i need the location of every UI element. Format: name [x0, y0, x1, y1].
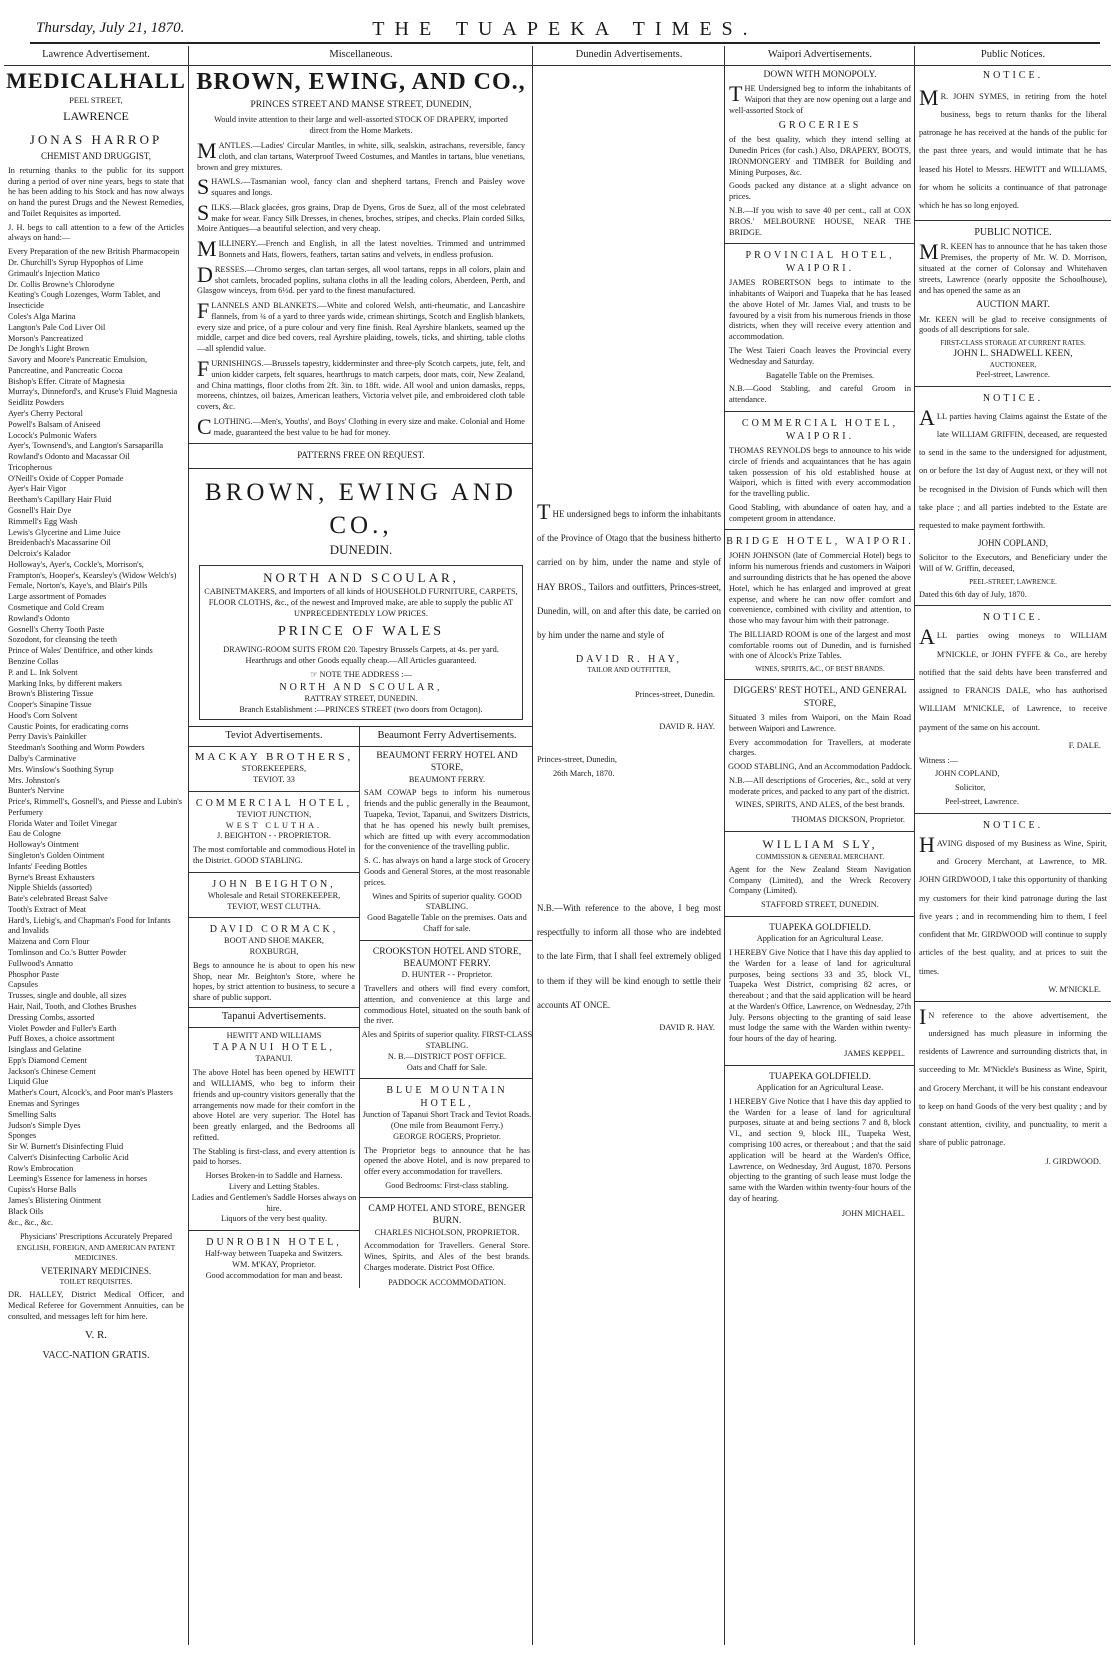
product-list-item: Dr. Churchill's Syrup Hypophos of Lime	[8, 258, 144, 268]
ad-body: Accommodation for Travellers. General Store. Wines, Spirits, and Ales of the best brands. Charges moderate. District Post Office.	[364, 1241, 530, 1272]
masthead	[30, 14, 1100, 44]
ad-title: CAMP HOTEL AND STORE, BENGER BURN.	[368, 1203, 526, 1227]
product-list-item: Eau de Cologne	[8, 829, 61, 839]
ad-line: TEVIOT JUNCTION,	[236, 809, 312, 819]
signature: JOHN MICHAEL.	[841, 1208, 905, 1218]
ad-body: The BILLIARD ROOM is one of the largest and most comfortable rooms out of Dunedin, and is furnished with one of Alcock's Prize Tables.	[729, 629, 911, 661]
product-list-item: Holloway's Ointment	[8, 840, 79, 850]
product-list-item: Perry Davis's Painkiller	[8, 732, 87, 742]
ad-line: Oats and Chaff for Sale.	[406, 1062, 488, 1072]
ad-body: I HEREBY Give Notice that I have this day applied to the Warden for a lease of land for agricultural purposes, situate at and being sections 7 and 8, block VI., and section 9, block III., Tuapeka West, comprising 100 acres, or thereabout ; and that the said application will be heard at the Warden's Office, Lawrence, on Wednesday, 3rd August, 1870. Persons objecting to the granting of such lease must lodge the same with the Warden within twenty-four hours of the day of hearing.	[729, 1096, 911, 1203]
product-list-item: De Jongh's Light Brown	[8, 344, 90, 354]
product-list-item: Infants' Feeding Bottles	[8, 861, 87, 871]
ad-title: BROWN, EWING AND CO.,	[205, 479, 517, 539]
notice-heading: PUBLIC NOTICE.	[974, 227, 1052, 239]
product-list-item: Leeming's Essence for lameness in horses	[8, 1174, 148, 1184]
ad-line: Good accommodation for man and beast.	[205, 1270, 343, 1280]
ad-line: TEVIOT. 33	[253, 775, 295, 785]
section-header: Miscellaneous.	[189, 46, 533, 66]
ad-line: AUCTIONEER,	[989, 360, 1037, 369]
ad-street: PEEL STREET,	[69, 95, 123, 105]
ad-body: of the best quality, which they intend selling at Dunedin Prices (for cash.) Also, DRAPERY, BOOTS, IRONMONGERY and TIMBER for Building and Mining Purposes, &c.	[729, 135, 911, 177]
drapery-paragraph: CLOTHING.—Men's, Youths', and Boys' Clothing in every size and make. Colonial and Home made, guaranteed the best value to be had for money.	[197, 413, 525, 439]
section-header: Lawrence Advertisement.	[4, 46, 188, 66]
product-list-item: Grimault's Injection Matico	[8, 268, 100, 278]
ad-line: PATTERNS FREE ON REQUEST.	[297, 450, 425, 461]
product-list-item: Florida Water and Toilet Vinegar	[8, 818, 117, 828]
ad-line: Physicians' Prescriptions Accurately Prepared	[20, 1232, 172, 1242]
product-list-item: O'Neill's Oxide of Copper Pomade	[8, 473, 124, 483]
ad-line: FIRST-CLASS STORAGE AT CURRENT RATES.	[940, 339, 1086, 348]
product-list-item: Smelling Salts	[8, 1109, 57, 1119]
ad-line: Application for an Agricultural Lease.	[756, 1083, 884, 1093]
product-list-item: Mather's Court, Alcock's, and Poor man's Plasters	[8, 1088, 173, 1098]
column-lawrence	[4, 46, 188, 1645]
pointing-hand-icon: ☞	[310, 670, 318, 680]
product-list-item: Breidenbach's Macassarine Oil	[8, 538, 111, 548]
section-header: Dunedin Advertisements.	[533, 46, 725, 66]
product-list-item: Puff Boxes, a choice assortment	[8, 1034, 115, 1044]
ad-line: GEORGE ROGERS, Proprietor.	[393, 1131, 501, 1141]
ad-body: Good Stabling, with abundance of oaten hay, and a competent groom in attendance.	[729, 502, 911, 523]
ad-line: PEEL-STREET, LAWRENCE.	[969, 577, 1057, 586]
ad-line: Princes-street, Dunedin,	[537, 755, 617, 765]
split-section	[189, 726, 533, 1487]
product-list-item: Locock's Pulmonic Wafers	[8, 430, 97, 440]
ad-line: WM. M'KAY, Proprietor.	[232, 1259, 316, 1269]
product-list-item: Calvert's Disinfecting Carbolic Acid	[8, 1152, 129, 1162]
drapery-paragraph: SHAWLS.—Tasmanian wool, fancy clan and shepherd tartans, French and Paisley wove squares and longs.	[197, 174, 525, 200]
column-public-notices	[914, 46, 1111, 1645]
ad-body: S. C. has always on hand a large stock of Grocery Goods and General Stores, at the most reasonable prices.	[364, 856, 530, 887]
ad-line: TEVIOT, WEST CLUTHA.	[227, 901, 321, 911]
notice-heading: NOTICE.	[982, 392, 1044, 404]
product-list-item: Row's Embrocation	[8, 1163, 74, 1173]
product-list-item: Steedman's Soothing and Worm Powders	[8, 743, 145, 753]
ad-body: The Stabling is first-class, and every attention is paid to horses.	[193, 1146, 355, 1167]
ad-title: NORTH AND SCOULAR,	[279, 681, 443, 693]
ad-body: J. H. begs to call attention to a few of the Articles always on hand:—	[8, 222, 184, 243]
product-list-item: Sir W. Burnett's Disinfecting Fluid	[8, 1142, 124, 1152]
product-list	[4, 247, 188, 1228]
product-list-item: &c., &c., &c.	[8, 1217, 53, 1227]
ad-line: Good Bedrooms: First-class stabling.	[385, 1181, 509, 1191]
section-header: Tapanui Advertisements.	[189, 1007, 359, 1028]
ad-line: Peel-street, Lawrence.	[945, 797, 1019, 807]
ad-line: GOOD STABLING, And an Accommodation Paddock.	[728, 762, 912, 772]
product-list-item: Powell's Balsam of Aniseed	[8, 419, 101, 429]
teviot-column	[189, 727, 359, 1281]
section-header: Waipori Advertisements.	[725, 46, 915, 66]
north-scoular-ad	[199, 565, 523, 720]
product-list-item: Jackson's Chinese Cement	[8, 1066, 96, 1076]
product-list-item: Trusses, single and double, all sizes	[8, 991, 127, 1001]
ad-title: BRIDGE HOTEL, WAIPORI.	[726, 536, 914, 548]
product-list-item: Judson's Simple Dyes	[8, 1120, 81, 1130]
product-list-item: Keating's Cough Lozenges, Worm Tablet, and Insecticide	[8, 290, 161, 311]
ad-line: Solicitor,	[955, 783, 986, 793]
ad-title: WILLIAM SLY,	[762, 837, 878, 852]
ad-line: 26th March, 1870.	[553, 768, 615, 778]
ad-line: STOREKEEPERS,	[241, 764, 307, 774]
ad-line: Branch Establishment :—PRINCES STREET (two doors from Octagon).	[239, 704, 483, 714]
ad-body: N.B.—All descriptions of Groceries, &c., sold at very moderate prices, and packed to any part of the district.	[729, 775, 911, 796]
product-list-item: Rimmell's Egg Wash	[8, 516, 78, 526]
ad-line: TAPANUI.	[255, 1054, 293, 1064]
ad-town: LAWRENCE	[63, 108, 129, 123]
ad-line: TAILOR AND OUTFITTER,	[587, 666, 671, 675]
ad-title: BROWN, EWING, AND CO.,	[196, 68, 526, 95]
signature: DAVID R. HAY.	[659, 722, 715, 732]
ad-body: I HEREBY Give Notice that I have this day applied to the Warden for a lease of land for agricultural purposes, being sections 33 and 35, block VI., Tuapeka West District, comprising 82 acres, or thereabout ; and that the said application will be heard at the Warden's Office, Lawrence, on Wednesday, 27th July. Persons objecting to the granting of said lease must lodge the same with the Warden within twenty-four hours of the day of hearing.	[729, 947, 911, 1044]
ad-line: Ladies and Gentlemen's Saddle Horses always on hire.	[191, 1192, 357, 1213]
ad-line: Princes-street, Dunedin.	[635, 689, 715, 699]
newspaper-title: THE TUAPEKA TIMES.	[372, 18, 758, 40]
ad-body: HAVING disposed of my Business as Wine, Spirit, and Grocery Merchant, at Lawrence, to MR. JOHN GIRDWOOD, I take this opportunity of thanking my customers for their kind patronage during the last five years ; and in recommending him to them, I feel confident that Mr. GIRDWOOD will continue to supply articles of the best quality, and at prices to suit the times.	[919, 831, 1107, 976]
ad-body: Would invite attention to their large and well-assorted STOCK OF DRAPERY, imported direct from the Home Markets.	[214, 115, 508, 136]
column-miscellaneous	[188, 46, 533, 1645]
ad-line: TOILET REQUISITES.	[59, 1277, 133, 1287]
product-list-item: Morson's Pancreatized	[8, 333, 83, 343]
ad-body: THE undersigned begs to inform the inhabitants of the Province of Otago that the business hitherto carried on by him, under the name and style of HAY BROS., Tailors and outfitters, Princes-street, Dunedin, will, on and after this date, be carried on by him under the name and style of	[537, 498, 721, 641]
product-list-item: Rowland's Odonto and Macassar Oil	[8, 452, 130, 462]
ad-town: DUNEDIN.	[329, 542, 393, 558]
signature: J. GIRDWOOD.	[1045, 1156, 1101, 1166]
product-list-item: Phosphor Paste	[8, 969, 59, 979]
product-list-item: Murray's, Dinneford's, and Kruse's Fluid Magnesia	[8, 387, 178, 397]
ad-title: NORTH AND SCOULAR,	[263, 570, 459, 586]
product-list-item: Ayer's, Townsend's, and Langton's Sarsaparilla	[8, 441, 164, 451]
ad-body: N.B.—If you wish to save 40 per cent., call at COX BROS.' MELBOURNE HOUSE, NEAR THE BRIDGE.	[729, 206, 911, 237]
notice-heading: NOTICE.	[982, 819, 1044, 831]
product-list-item: Cupiss's Horse Balls	[8, 1185, 77, 1195]
ad-line: J. BEIGHTON - - PROPRIETOR.	[216, 831, 331, 841]
ad-line: ROXBURGH,	[249, 947, 299, 957]
blank-space	[533, 69, 725, 499]
signature: JAMES KEPPEL.	[844, 1049, 905, 1059]
column-dunedin	[532, 46, 725, 1645]
product-list-item: Price's, Rimmell's, Gosnell's, and Piesse and Lubin's Perfumery	[8, 797, 182, 817]
signature: DAVID R. HAY.	[659, 1023, 715, 1033]
ad-line: CHARLES NICHOLSON, PROPRIETOR.	[374, 1227, 520, 1237]
product-list-item: Brown's Blistering Tissue	[8, 689, 94, 699]
product-list-item: James's Blistering Ointment	[8, 1196, 102, 1205]
section-header: Teviot Advertisements.	[189, 727, 359, 747]
ad-address: PRINCES STREET AND MANSE STREET, DUNEDIN,	[250, 100, 472, 111]
product-list-item: Tomlinson and Co.'s Butter Powder	[8, 948, 127, 958]
product-list-item: Byrne's Breast Exhausters	[8, 872, 95, 882]
ad-body: Agent for the New Zealand Steam Navigation Company (Limited), and the Wreck Recovery Company (Limited).	[729, 864, 911, 896]
ad-line: VACC-NATION GRATIS.	[42, 1349, 150, 1361]
ad-line: Horses Broken-in to Saddle and Harness.	[205, 1171, 343, 1181]
product-list-item: Hair, Nail, Tooth, and Clothes Brushes	[8, 1001, 137, 1011]
ad-body: The West Taieri Coach leaves the Provincial every Wednesday and Saturday.	[729, 346, 911, 366]
product-list-item: Marking Inks, by different makers	[8, 678, 122, 688]
drapery-paragraph: FLANNELS AND BLANKETS.—White and colored Welsh, anti-rheumatic, and Lancashire flannels, from ¾ of a yard to three yards wide, crimean shirtings, Scotch and English blankets, every size and price, of a pure colour and very fine finish. Real Ayrshire blankets, seamed up the middle, carpet and dice bed covers, real Ayrshire plaiding, towels, ticks, and shirting, table cloths—all splendid value.	[197, 298, 525, 354]
product-list-item: Delcroix's Kalador	[8, 549, 71, 559]
ad-title: DUNROBIN HOTEL,	[206, 1237, 342, 1249]
ad-body: Begs to announce he is about to open his new Shop, near Mr. Beighton's Store, where he hopes, by strict attention to business, to secure a share of public support.	[193, 960, 355, 1003]
proprietor-name: JONAS HARROP	[29, 132, 163, 148]
product-list-item: Black Oils	[8, 1206, 44, 1216]
ad-line: Half-way between Tuapeka and Switzers.	[204, 1249, 343, 1259]
ad-line: N. B.—DISTRICT POST OFFICE.	[387, 1051, 507, 1061]
ad-line: (One mile from Beaumont Ferry.)	[390, 1121, 504, 1131]
ad-line: WINES, SPIRITS, AND ALES, of the best brands.	[735, 800, 905, 810]
ad-body: N.B.—With reference to the above, I beg most respectfully to inform all those who are indebted to the late Firm, that I shall feel extremely obliged to them if they will be kind enough to settle their accounts AT ONCE.	[537, 902, 721, 1010]
ad-line: VETERINARY MEDICINES.	[40, 1265, 152, 1276]
product-list-item: Coles's Alga Marina	[8, 311, 76, 321]
product-list-item: Maizena and Corn Flour	[8, 937, 90, 947]
product-list-item: Every Preparation of the new British Pharmacopein	[8, 247, 180, 257]
ad-line: Good Bagatelle Table on the premises. Oats and Chaff for sale.	[367, 913, 527, 933]
ad-title: AUCTION MART.	[976, 300, 1050, 311]
ad-body: ALL parties having Claims against the Estate of the late WILLIAM GRIFFIN, deceased, are requested to send in the same to the undersigned for adjustment, on or before the 1st day of August next, or they will not be recognised in the Division of Funds which will then take place ; and all parties indebted to the Estate are requested to make payment forthwith.	[919, 404, 1107, 531]
product-list-item: Mrs. Winslow's Soothing Syrup	[8, 764, 114, 774]
ad-line: STAFFORD STREET, DUNEDIN.	[761, 900, 879, 910]
royal-cipher: V. R.	[84, 1329, 108, 1342]
product-list-item: Dressing Combs, assorted	[8, 1012, 95, 1022]
product-list-item: Tooth's Extract of Meat	[8, 904, 87, 914]
ad-line: BEAUMONT FERRY.	[408, 774, 486, 784]
ad-line: COMMISSION & GENERAL MERCHANT.	[755, 852, 885, 861]
ad-body: Solicitor to the Executors, and Beneficiary under the Will of W. Griffin, deceased,	[919, 552, 1107, 573]
product-list-item: Large assortment of Pomades	[8, 592, 107, 602]
column-waipori	[724, 46, 915, 1645]
proprietor-role: CHEMIST AND DRUGGIST,	[41, 151, 151, 162]
ad-line: Wholesale and Retail STOREKEEPER,	[207, 890, 341, 900]
product-list-item: Rowland's Odonto	[8, 613, 70, 623]
ad-title: TUAPEKA GOLDFIELD.	[769, 1071, 871, 1082]
product-list-item: Benzine Collas	[8, 656, 59, 666]
drapery-list	[189, 137, 533, 439]
signature: JOHN L. SHADWELL KEEN,	[953, 349, 1073, 360]
ad-body: MR. KEEN has to announce that he has taken those Premises, the property of Mr. W. D. Morrison, situated at the corner of Colonsay and Whitehaven streets, Lawrence (nearly opposite the Schoolhouse), and has opened the same as an	[919, 239, 1107, 295]
product-list-item: P. and L. Ink Solvent	[8, 667, 78, 677]
ad-body: DR. HALLEY, District Medical Officer, and Medical Referee for Government Annuities, can be consulted, and messages left for him here.	[8, 1290, 184, 1321]
ad-line: Bagatelle Table on the Premises.	[765, 370, 875, 380]
product-list-item: Ayer's Cherry Pectoral	[8, 408, 83, 418]
product-list-item: Enemas and Syringes	[8, 1098, 80, 1108]
ad-title: PRINCE OF WALES	[277, 624, 445, 640]
ad-body: DRAWING-ROOM SUITS FROM £20. Tapestry Brussels Carpets, at 4s. per yard. Hearthrugs and other Goods equally cheap.—All Articles guaranteed.	[223, 645, 499, 666]
ad-line: Witness :—	[919, 755, 959, 765]
ad-title: DIGGERS' REST HOTEL, AND GENERAL STORE,	[733, 686, 907, 709]
ad-body: In returning thanks to the public for its support during a period of over nine years, begs to state that he has been adding to his Stock and has now always on hand the purest Drugs and the Newest Remedies, and Toilet Requisites as imported.	[8, 165, 184, 218]
product-list-item: Mrs. Johnston's	[8, 775, 60, 785]
ad-title: JOHN BEIGHTON,	[212, 878, 336, 890]
ad-line: HEWITT AND WILLIAMS	[226, 1030, 322, 1040]
drapery-paragraph: FURNISHINGS.—Brussels tapestry, kidderminster and three-ply Scotch carpets, jute, felt, and union kidder carpets, felt squares, hearthrugs to match carpets, door mats, coir, New Zealand, and China mattings, floor cloths from 2ft. 3in. to 18ft. wide. All wool and union damasks, repps, moreens, chintzes, oil baizes, American leathers, Victoria velvet pile, and embroidered cloth table covers, &c.	[197, 356, 525, 412]
product-list-item: Fullwood's Annatto	[8, 958, 73, 968]
product-list-item: Cosmetique and Cold Cream	[8, 603, 105, 613]
signature: W. M'NICKLE.	[1048, 984, 1101, 994]
ad-line: JOHN COPLAND,	[935, 769, 1000, 779]
product-list-item: Sponges	[8, 1131, 37, 1141]
product-list-item: Epp's Diamond Cement	[8, 1055, 87, 1065]
ad-line: NOTE THE ADDRESS :—	[319, 670, 412, 680]
ad-body: MR. JOHN SYMES, in retiring from the hotel business, begs to return thanks for the liberal patronage he has received at the hands of the public for the past three years, and would intimate that he has leased his Hotel to Messrs. HEWITT and WILLIAMS, for whom he solicits a continuance of that patronage which he has so long enjoyed.	[919, 84, 1107, 211]
notice-heading: NOTICE.	[982, 69, 1044, 81]
ad-body: THOMAS REYNOLDS begs to announce to his wide circle of friends and acquaintances that he has again taken possession of his old established house at Waipori, which is fitted with every accommodation for the travelling public.	[729, 445, 911, 499]
ad-title: MACKAY BROTHERS,	[194, 751, 354, 764]
product-list-item: Langton's Pale Cod Liver Oil	[8, 322, 106, 332]
product-list-item: Ayer's Hair Vigor	[8, 484, 67, 494]
ad-title: GROCERIES	[778, 120, 862, 132]
ad-line: Peel-street, Lawrence.	[976, 369, 1050, 379]
ad-line: Wines and Spirits of superior quality. GOOD STABLING.	[372, 891, 522, 912]
ad-title: DOWN WITH MONOPOLY.	[763, 69, 877, 80]
ad-title: DAVID R. HAY,	[575, 654, 683, 666]
ad-title: TAPANUI HOTEL,	[213, 1042, 335, 1054]
ad-body: IN reference to the above advertisement, the undersigned has much pleasure in informing the residents of Lawrence and surrounding districts that, in succeeding to Mr. M'Nickle's Business as Wine, Spirit, and Grocery Merchant, it will be his constant endeavour to keep on hand Goods of the very best quality ; and by constant attention, civility, and punctuality, to merit a share of public patronage.	[919, 1003, 1107, 1148]
ad-title: BEAUMONT FERRY HOTEL AND STORE,	[376, 751, 518, 774]
ad-body: Travellers and others will find every comfort, attention, and convenience at this large and commodious Hotel, situated on the south bank of the river.	[364, 984, 530, 1026]
ad-body: ALL parties owing moneys to WILLIAM M'NICKLE, or JOHN FYFFE & Co., are hereby notified that the said debts have been transferred and assigned to FRANCIS DALE, who has authorised WILLIAM M'NICKLE, of Lawrence, to receive payment of the same on his account.	[919, 624, 1107, 732]
ad-title: COMMERCIAL HOTEL, WAIPORI.	[741, 417, 899, 442]
product-list-item: Beetham's Capillary Hair Fluid	[8, 495, 112, 505]
ad-line: BOOT AND SHOE MAKER,	[224, 936, 324, 946]
ad-line: ENGLISH, FOREIGN, AND AMERICAN PATENT MEDICINES.	[16, 1243, 176, 1262]
ad-title: CROOKSTON HOTEL AND STORE, BEAUMONT FERRY.	[372, 946, 522, 969]
ad-body: CABINETMAKERS, and Importers of all kinds of HOUSEHOLD FURNITURE, CARPETS, FLOOR CLOTHS, &c., of the newest and Improved make, are able to supply the public AT UNPRECEDENTEDLY LOW PRICES.	[204, 586, 518, 618]
ad-line: Application for an Agricultural Lease.	[756, 934, 884, 944]
ad-title: TUAPEKA GOLDFIELD.	[769, 922, 871, 933]
ad-body: JOHN JOHNSON (late of Commercial Hotel) begs to inform his numerous friends and customers in Waipori and surrounding districts that he has opened the above Hotel, which he has enlarged and improved at great expense, and where he can now offer comfort and convenience, combined with civility and attention, to those who may favour him with their patronage.	[729, 551, 911, 626]
issue-date: Thursday, July 21, 1870.	[36, 20, 185, 36]
product-list-item: Nipple Shields (assorted)	[8, 883, 92, 893]
ad-body: Situated 3 miles from Waipori, on the Main Road between Waipori and Lawrence.	[729, 713, 911, 733]
product-list-item: Gosnell's Cherry Tooth Paste	[8, 624, 105, 634]
ad-title: MEDICALHALL	[6, 67, 186, 93]
product-list-item: Sozodont, for cleansing the teeth	[8, 635, 117, 645]
product-list-item: Dr. Collis Browne's Chlorodyne	[8, 279, 115, 289]
product-list-item: Gosnell's Hair Dye	[8, 506, 72, 515]
product-list-item: Bishop's Effer. Citrate of Magnesia	[8, 376, 125, 386]
product-list-item: Bate's celebrated Breast Salve	[8, 894, 108, 904]
product-list-item: Singleton's Golden Ointment	[8, 851, 105, 860]
ad-line: PADDOCK ACCOMMODATION.	[388, 1277, 506, 1287]
ad-line: Livery and Letting Stables.	[228, 1182, 320, 1192]
signature: JOHN COPLAND,	[977, 538, 1048, 549]
ad-body: The most comfortable and commodious Hotel in the District. GOOD STABLING.	[193, 845, 355, 865]
drapery-paragraph: SILKS.—Black glacées, gros grains, Drap de Dyens, Gros de Suez, all of the most celebrated make for wear. Fancy Silk Dresses, in chenes, broches, stripes, and checks. Plain corded Silks, Moire Antiques—a beautiful selection, and very cheap.	[197, 199, 525, 234]
product-list-item: Violet Powder and Fuller's Earth	[8, 1023, 117, 1033]
ad-line: WEST CLUTHA.	[225, 820, 323, 830]
drapery-paragraph: MILLINERY.—French and English, in all the latest novelties. Trimmed and untrimmed Bonnets and Hats, flowers, feathers, tartan satins and velvets, in endless profusion.	[197, 236, 525, 262]
product-list-item: Caustic Points, for eradicating corns	[8, 721, 129, 731]
ad-line: Dated this 6th day of July, 1870.	[919, 589, 1027, 599]
ad-body: SAM COWAP begs to inform his numerous friends and the public generally in the Beaumont, Tuapeka, Teviot, Tapanui, and Switzers Districts, that he has opened his newly built premises, which are fitted up with every accommodation for the convenience of the travelling public.	[364, 788, 530, 852]
product-list-item: Dalby's Carminative	[8, 753, 77, 763]
product-list-item: Hard's, Liebig's, and Chapman's Food for Infants and Invalids	[8, 915, 171, 936]
product-list-item: Savory and Moore's Pancreatic Emulsion, Pancreatine, and Pancreatic Cocoa	[8, 355, 148, 375]
signature: F. DALE.	[1068, 740, 1101, 750]
ad-body: Every accommodation for Travellers, at moderate charges.	[729, 737, 911, 758]
product-list-item: Seidlitz Powders	[8, 398, 64, 408]
signature: THOMAS DICKSON, Proprietor.	[791, 815, 905, 825]
ad-title: BLUE MOUNTAIN HOTEL,	[386, 1085, 508, 1110]
product-list-item: Tricopherous	[8, 462, 52, 472]
ad-body: N.B.—Good Stabling, and careful Groom in attendance.	[729, 384, 911, 405]
drapery-paragraph: MANTLES.—Ladies' Circular Mantles, in white, silk, sealskin, astrachans, reversible, fancy cloth, and clan tartans, Waterproof Tweed Costumes, and Mantles in tartans, blue venetians, brown and grey mixtures.	[197, 137, 525, 172]
ad-line: Liquors of the very best quality.	[221, 1214, 327, 1224]
ad-title: DAVID CORMACK,	[209, 924, 339, 936]
ad-body: JAMES ROBERTSON begs to intimate to the inhabitants of Waipori and Tuapeka that he has leased the above Hotel of Mr. James Vial, and trusts to be favoured by a visit from his numerous friends in those districts, when they will receive every attention and accommodation.	[729, 278, 911, 342]
drapery-paragraph: DRESSES.—Chromo serges, clan tartan serges, all wool tartans, repps in all colors, plain and shot camlets, brocaded poplins, sultana cloths in all the leading colors, Aberdeen, Perth, and Glasgow winceys, from 6½d. per yard to the finest manufactured.	[197, 261, 525, 296]
ad-body: Mr. KEEN will be glad to receive consignments of goods of all descriptions for sale.	[919, 314, 1107, 335]
ad-line: Ales and Spirits of superior quality. FIRST-CLASS STABLING.	[361, 1030, 533, 1051]
product-list-item: Lewis's Glycerine and Lime Juice	[8, 527, 121, 537]
product-list-item: Cooper's Sinapine Tissue	[8, 700, 92, 710]
product-list-item: Isinglass and Gelatine	[8, 1045, 82, 1055]
ad-body: The above Hotel has been opened by HEWITT and WILLIAMS, who beg to inform their friends and up-country visitors generally that the arrangements now made for their comfort in the above Hotel are very superior. The Hotel has been greatly enlarged, and the Bedrooms all refitted.	[193, 1068, 355, 1142]
product-list-item: Prince of Wales' Dentifrice, and other kinds	[8, 646, 153, 656]
product-list-item: Liquid Glue	[8, 1077, 49, 1087]
ad-body: Goods packed any distance at a slight advance on prices.	[729, 181, 911, 202]
product-list-item: Hood's Corn Solvent	[8, 710, 78, 720]
ad-line: D. HUNTER - - Proprietor.	[401, 970, 493, 980]
ad-body: The Proprietor begs to announce that he has opened the above Hotel, and is now prepared to offer every accommodation for travellers.	[364, 1145, 530, 1177]
section-header: Public Notices.	[915, 46, 1111, 66]
beaumont-column	[359, 727, 533, 1288]
ad-body: THE Undersigned beg to inform the inhabitants of Waipori that they are now opening out a large and well-assorted Stock of	[729, 80, 911, 115]
ad-title: COMMERCIAL HOTEL,	[195, 797, 353, 809]
ad-line: Junction of Tapanui Short Track and Teviot Roads.	[362, 1110, 532, 1120]
product-list-item: Holloway's, Ayer's, Cockle's, Morrison's, Frampton's, Hooper's, Kearsley's (Widow Welch's) Female, Norton's, Kaye's, and Blair's Pills	[8, 559, 177, 591]
product-list-item: Capsules	[8, 980, 38, 990]
ad-title: PROVINCIAL HOTEL, WAIPORI.	[745, 250, 895, 275]
notice-heading: NOTICE.	[982, 612, 1044, 624]
ad-line: RATTRAY STREET, DUNEDIN.	[304, 693, 418, 703]
section-header: Beaumont Ferry Advertisements.	[360, 727, 533, 747]
product-list-item: Bunter's Nervine	[8, 786, 65, 796]
ad-line: WINES, SPIRITS, &C., OF BEST BRANDS.	[755, 665, 885, 674]
